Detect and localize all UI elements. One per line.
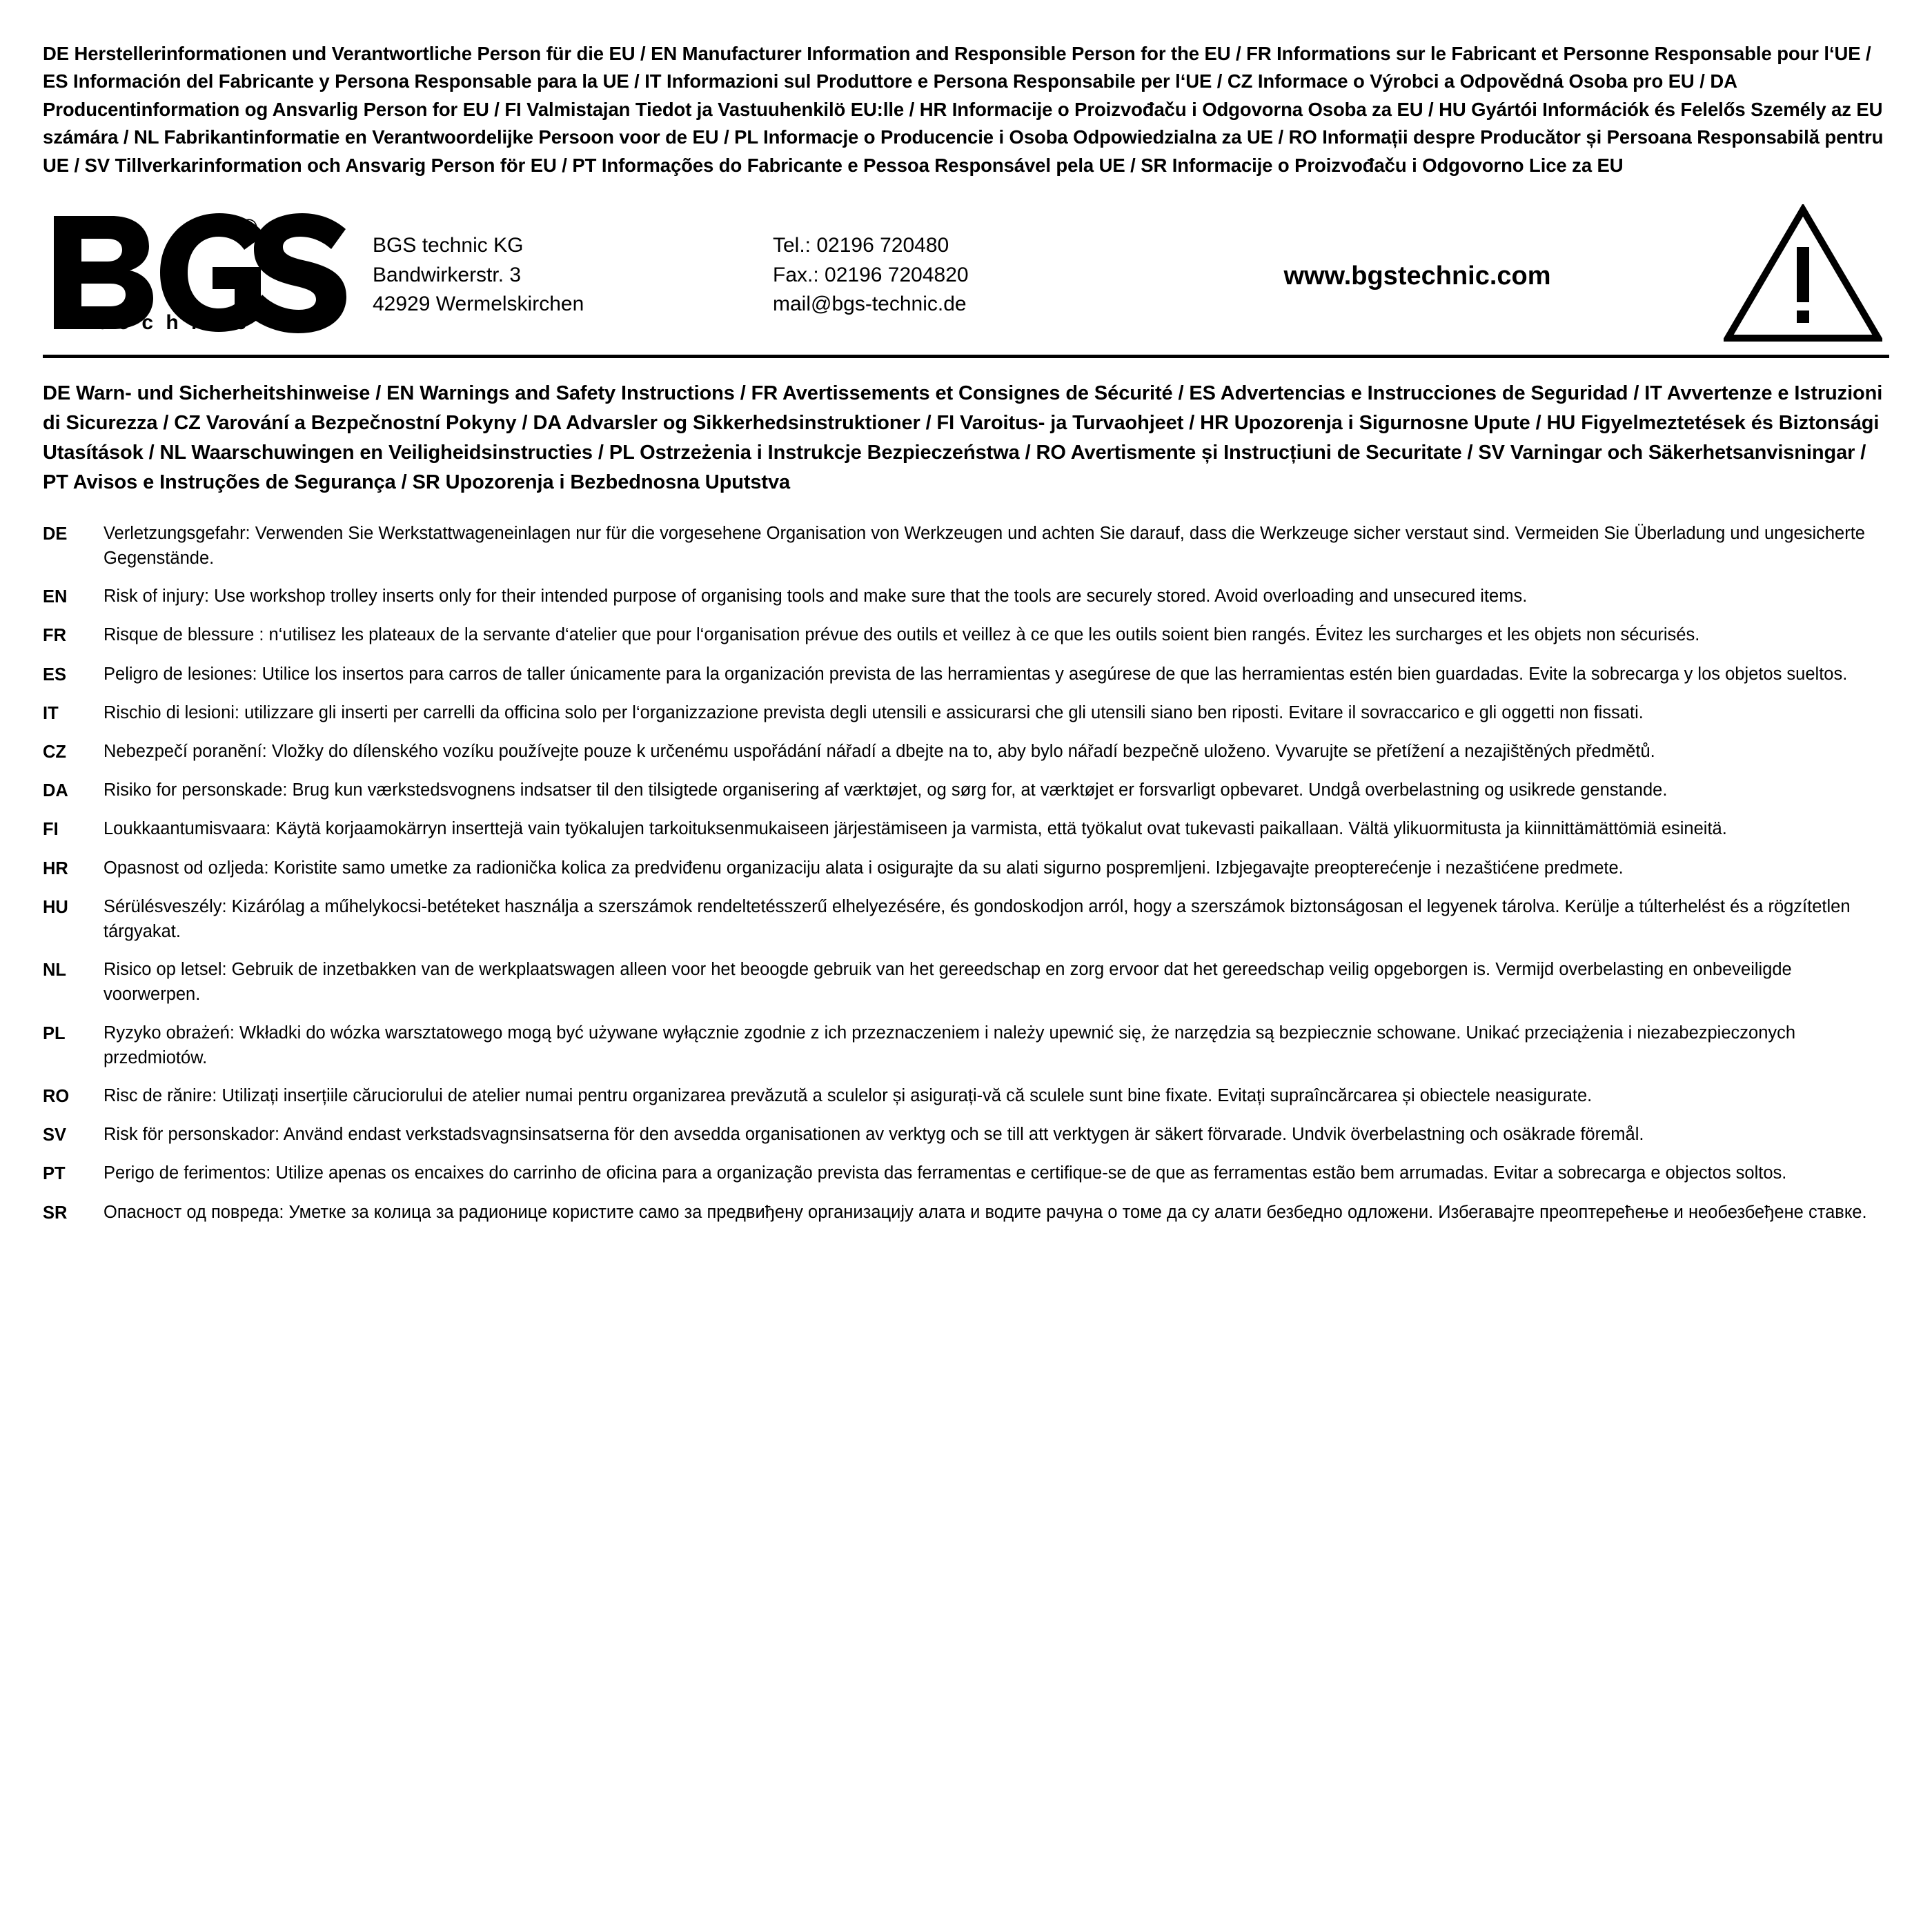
horizontal-divider bbox=[43, 355, 1889, 358]
warning-row bbox=[43, 894, 1889, 944]
warning-text: Risico op letsel: Gebruik de inzetbakken van de werkplaatswagen alleen voor het beoogde gebruik van het gereedschap en zorg ervoor dat het gereedschap veilig opgeborgen is. Vermijd overbelasting en onbeveiligde voorwerpen. bbox=[103, 960, 1792, 1005]
bgs-logo bbox=[43, 208, 373, 339]
warning-row bbox=[43, 584, 1889, 609]
warning-row bbox=[43, 1122, 1889, 1147]
company-website[interactable]: www.bgstechnic.com bbox=[1283, 261, 1551, 290]
warning-text: Ryzyko obrażeń: Wkładki do wózka warsztatowego mogą być używane wyłącznie zgodnie z ich przeznaczeniem i należy upewnić się, że narzędzia są bezpiecznie schowane. Unikać przeciążenia i niezabezpieczonych przedmiotów. bbox=[103, 1023, 1796, 1067]
warning-row bbox=[43, 856, 1889, 881]
warning-language-code: HU bbox=[43, 897, 68, 917]
warning-row bbox=[43, 816, 1889, 842]
warning-row bbox=[43, 1021, 1889, 1070]
warning-text: Опасност од повреда: Уметке за колица за радионице користите само за предвиђену организацију алата и водите рачуна о томе да су алати безбедно одложени. Избегавајте преоптерећење и необезбеђене ставке. bbox=[103, 1202, 1867, 1222]
company-info-band bbox=[43, 199, 1889, 351]
warning-text: Risc de rănire: Utilizați inserțiile căruciorului de atelier numai pentru organizarea prevăzută a sculelor și asigurați-vă că sculele sunt bine fixate. Evitați supraîncărcarea și obiectele neasigurate. bbox=[103, 1085, 1593, 1105]
warning-language-code: PL bbox=[43, 1023, 66, 1043]
warning-row bbox=[43, 521, 1889, 571]
warning-text: Peligro de lesiones: Utilice los insertos para carros de taller únicamente para la organización prevista de las herramientas y asegúrese de que las herramientas estén bien guardadas. Evite la sobrecarga y los objetos sueltos. bbox=[103, 664, 1848, 684]
warning-row bbox=[43, 1200, 1889, 1225]
company-name: BGS technic KG bbox=[373, 234, 524, 257]
warning-language-code: FR bbox=[43, 626, 66, 646]
safety-instructions-heading: DE Warn- und Sicherheitshinweise / EN Warnings and Safety Instructions / FR Avertissements et Consignes de Sécurité / ES Advertencias e Instrucciones de Seguridad / IT Avvertenze e Istruzioni di Sicurezza / CZ Varování a Bezpečnostní Pokyny / DA Advarsler og Sikkerhedsinstruktioner / FI Varoitus- ja Turvaohjeet / HR Upozorenja i Sigurnosne Upute / HU Figyelmeztetések és Biztonsági Utasítások / NL Waarschuwingen en Veiligheidsinstructies / PL Ostrzeżenia i Instrukcje Bezpieczeństwa / RO Avertismente și Instrucțiuni de Securitate / SV Varningar och Säkerhetsanvisningar / PT Avisos e Instruções de Segurança / SR Upozorenja i Bezbednosna Uputstva bbox=[43, 382, 1883, 493]
warning-text: Risk för personskador: Använd endast verkstadsvagnsinsatserna för den avsedda organisationen av verktyg och se till att verktygen är säkert förvarade. Undvik överbelastning och osäkrade föremål. bbox=[103, 1125, 1644, 1145]
company-street: Bandwirkerstr. 3 bbox=[373, 263, 522, 286]
warning-language-code: ES bbox=[43, 664, 67, 684]
warning-language-code: SR bbox=[43, 1203, 68, 1223]
warning-row bbox=[43, 662, 1889, 687]
warning-row bbox=[43, 1161, 1889, 1186]
company-email[interactable]: mail@bgs-technic.de bbox=[773, 293, 967, 316]
warnings-list bbox=[43, 521, 1889, 1225]
warning-text: Risk of injury: Use workshop trolley inserts only for their intended purpose of organising tools and make sure that the tools are securely stored. Avoid overloading and unsecured items. bbox=[103, 586, 1528, 607]
warning-text: Verletzungsgefahr: Verwenden Sie Werkstattwageneinlagen nur für die vorgesehene Organisation von Werkzeugen und achten Sie darauf, dass die Werkzeuge sicher verstaut sind. Vermeiden Sie Überladung und ungesicherte Gegenstände. bbox=[103, 523, 1865, 568]
warning-text: Sérülésveszély: Kizárólag a műhelykocsi-betéteket használja a szerszámok rendeltetésszerű elhelyezésére, és gondoskodjon arról, hogy a szerszámok biztonságosan el legyenek tárolva. Kerülje a túlterhelést és a rögzítetlen tárgyakat. bbox=[103, 896, 1851, 941]
warning-language-code: NL bbox=[43, 960, 66, 980]
company-city: 42929 Wermelskirchen bbox=[373, 293, 584, 316]
company-contact bbox=[773, 227, 1159, 319]
manufacturer-info-heading: DE Herstellerinformationen und Verantwortliche Person für die EU / EN Manufacturer Information and Responsible Person for the EU / FR Informations sur le Fabricant et Personne Responsable pour l‘UE / ES Información del Fabricante y Persona Responsable para la UE / IT Informazioni sul Produttore e Persona Responsabile per l‘UE / CZ Informace o Výrobci a Odpovědná Osoba pro EU / DA Producentinformation og Ansvarlig Person for EU / FI Valmistajan Tiedot ja Vastuuhenkilö EU:lle / HR Informacije o Proizvođaču i Odgovorna Osoba za EU / HU Gyártói Információk és Felelős Személy az EU számára / NL Fabrikantinformatie en Verantwoordelijke Persoon voor de EU / PL Informacje o Producencie i Osoba Odpowiedzialna za UE / RO Informații despre Producător și Persoana Responsabilă pentru UE / SV Tillverkarinformation och Ansvarig Person för EU / PT Informações do Fabricante e Pessoa Responsável pela UE / SR Informacije o Proizvođaču i Odgovorno Lice za EU bbox=[43, 43, 1884, 176]
warning-language-code: EN bbox=[43, 587, 68, 607]
warning-text: Perigo de ferimentos: Utilize apenas os encaixes do carrinho de oficina para a organização prevista das ferramentas e certifique-se de que as ferramentas estão bem arrumadas. Evitar a sobrecarga e objectos soltos. bbox=[103, 1163, 1787, 1183]
warning-text: Rischio di lesioni: utilizzare gli inserti per carrelli da officina solo per l‘organizzazione prevista degli utensili e assicurarsi che gli utensili siano ben riposti. Evitare il sovraccarico e gli oggetti non fissati. bbox=[103, 702, 1644, 722]
warning-row bbox=[43, 957, 1889, 1007]
warning-language-code: HR bbox=[43, 858, 68, 878]
warning-language-code: SV bbox=[43, 1125, 67, 1145]
warning-row bbox=[43, 778, 1889, 803]
warning-text: Risque de blessure : n‘utilisez les plateaux de la servante d‘atelier que pour l‘organisation prévue des outils et veillez à ce que les outils soient bien rangés. Évitez les surcharges et les objets non sécurisés. bbox=[103, 625, 1700, 645]
svg-text:t e c h n i c: t e c h n i c bbox=[98, 311, 250, 335]
warning-text: Nebezpečí poranění: Vložky do dílenského vozíku používejte pouze k určenému uspořádání nářadí a dbejte na to, aby bylo nářadí bezpečně uloženo. Vyvarujte se přetížení a nezajištěných předmětů. bbox=[103, 741, 1655, 761]
warning-language-code: FI bbox=[43, 820, 59, 840]
warning-language-code: RO bbox=[43, 1086, 70, 1106]
company-tel: Tel.: 02196 720480 bbox=[773, 234, 949, 257]
warning-language-code: DE bbox=[43, 524, 68, 544]
company-address bbox=[373, 227, 773, 319]
warning-language-code: PT bbox=[43, 1164, 66, 1184]
svg-text:®: ® bbox=[240, 215, 258, 241]
warning-language-code: DA bbox=[43, 781, 68, 801]
warning-triangle-icon bbox=[1703, 204, 1889, 342]
bgs-logo-icon bbox=[48, 208, 359, 339]
warning-language-code: IT bbox=[43, 703, 59, 723]
warning-text: Risiko for personskade: Brug kun værkstedsvognens indsatser til den tilsigtede organisering af værktøjet, og sørg for, at værktøjet er forsvarligt opbevaret. Undgå overbelastning og usikrede genstande. bbox=[103, 780, 1668, 800]
warning-row bbox=[43, 622, 1889, 648]
warning-text: Loukkaantumisvaara: Käytä korjaamokärryn inserttejä vain työkalujen tarkoituksenmukaiseen järjestämiseen ja varmista, että työkalut ovat tukevasti paikallaan. Vältä ylikuormitusta ja kiinnittämättömiä esineitä. bbox=[103, 819, 1727, 839]
warning-text: Opasnost od ozljeda: Koristite samo umetke za radionička kolica za predviđenu organizaciju alata i osigurajte da su alati sigurno pospremljeni. Izbjegavajte preopterećenje i nezaštićene predmete. bbox=[103, 858, 1624, 878]
warning-language-code: CZ bbox=[43, 742, 66, 762]
warning-row bbox=[43, 739, 1889, 765]
warning-triangle-svg bbox=[1724, 204, 1882, 342]
warning-row bbox=[43, 1083, 1889, 1109]
warning-row bbox=[43, 700, 1889, 726]
company-fax: Fax.: 02196 7204820 bbox=[773, 263, 969, 286]
